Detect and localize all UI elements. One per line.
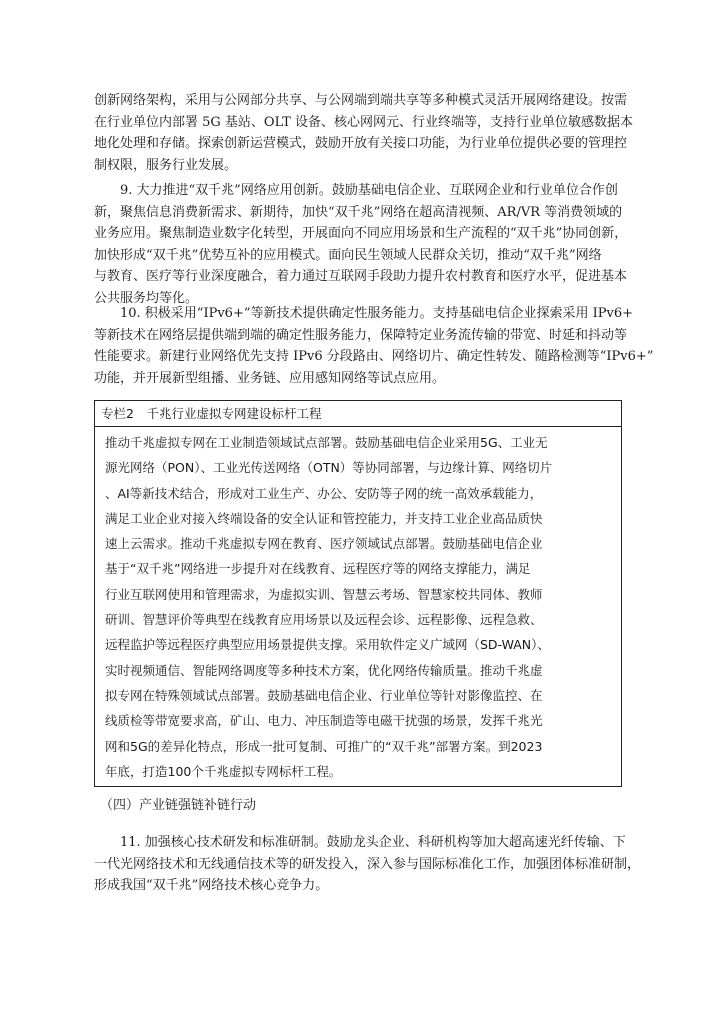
item-11-paragraph bbox=[94, 832, 672, 897]
text-line: 10. 积极采用“IPv6+”等新技术提供确定性服务能力。支持基础电信企业探索采用 IPv6+ bbox=[120, 306, 634, 321]
intro-paragraph bbox=[94, 90, 672, 176]
text-line: 9. 大力推进“双千兆”网络应用创新。鼓励基础电信企业、互联网企业和行业单位合作创 bbox=[120, 183, 618, 198]
box-line: 实时视频通信、智能网络调度等多种技术方案，优化网络传输质量。推动千兆虚 bbox=[105, 662, 543, 678]
box-line: 速上云需求。推动千兆虚拟专网在教育、医疗领域试点部署。鼓励基础电信企业 bbox=[105, 536, 543, 552]
box-line: 源光网络（PON）、工业光传送网络（OTN）等协同部署，与边缘计算、网络切片 bbox=[105, 460, 553, 476]
text-line: 功能，并开展新型组播、业务链、应用感知网络等试点应用。 bbox=[94, 370, 446, 386]
box-line: 行业互联网使用和管理需求，为虚拟实训、智慧云考场、智慧家校共同体、教师 bbox=[105, 586, 543, 602]
text-line: 加快形成“双千兆”优势互补的应用模式。面向民生领域人民群众关切，推动“双千兆”网络 bbox=[94, 247, 602, 263]
box-body bbox=[95, 427, 621, 784]
text-line: 业务应用。聚焦制造业数字化转型，开展面向不同应用场景和生产流程的“双千兆”协同创新， bbox=[94, 226, 628, 241]
text-line: 创新网络架构，采用与公网部分共享、与公网端到端共享等多种模式灵活开展网络建设。按需 bbox=[94, 93, 628, 108]
text-line: 形成我国“双千兆”网络技术核心竞争力。 bbox=[94, 878, 329, 893]
box-line: 推动千兆虚拟专网在工业制造领域试点部署。鼓励基础电信企业采用5G、工业无 bbox=[105, 435, 548, 450]
box-line: 、AI等新技术结合，形成对工业生产、办公、安防等子网的统一高效承载能力， bbox=[105, 485, 543, 501]
box-line: 研训、智慧评价等典型在线教育应用场景以及远程会诊、远程影像、远程急救、 bbox=[105, 612, 543, 628]
project-box bbox=[94, 400, 622, 787]
section-heading: （四）产业链强链补链行动 bbox=[100, 798, 257, 813]
text-line: 新，聚焦信息消费新需求、新期待，加快“双千兆”网络在超高清视频、AR/VR 等消费领域的 bbox=[94, 204, 623, 220]
text-line: 在行业单位内部署 5G 基站、OLT 设备、核心网网元、行业终端等，支持行业单位敏感数据本 bbox=[94, 114, 633, 130]
box-line: 年底，打造100个千兆虚拟专网标杆工程。 bbox=[105, 763, 342, 779]
box-line: 拟专网在特殊领域试点部署。鼓励基础电信企业、行业单位等针对影像监控、在 bbox=[105, 687, 543, 703]
text-line: 公共服务均等化。 bbox=[94, 290, 199, 306]
box-line: 满足工业企业对接入终端设备的安全认证和管控能力，并支持工业企业高品质快 bbox=[105, 510, 543, 526]
box-title: 专栏2 千兆行业虚拟专网建设标杆工程 bbox=[95, 401, 621, 427]
box-line: 网和5G的差异化特点，形成一批可复制、可推广的“双千兆”部署方案。到2023 bbox=[105, 738, 543, 754]
text-line: 与教育、医疗等行业深度融合，着力通过互联网手段助力提升农村教育和医疗水平，促进基本 bbox=[94, 269, 628, 284]
box-line: 远程监护等远程医疗典型应用场景提供支撑。采用软件定义广域网（SD-WAN）、 bbox=[105, 637, 550, 653]
box-line: 线质检等带宽要求高，矿山、电力、冲压制造等电磁干扰强的场景，发挥千兆光 bbox=[105, 713, 543, 729]
box-line: 基于“双千兆”网络进一步提升对在线教育、远程医疗等的网络支撑能力，满足 bbox=[105, 561, 531, 577]
item-9-paragraph bbox=[94, 180, 672, 309]
text-line: 性能要求。新建行业网络优先支持 IPv6 分段路由、网络切片、确定性转发、随路检测等“IPv6+” bbox=[94, 349, 654, 364]
text-line: 制权限，服务行业发展。 bbox=[94, 157, 238, 173]
text-line: 一代光网络技术和无线通信技术等的研发投入，深入参与国际标准化工作，加强团体标准研制， bbox=[94, 856, 641, 872]
item-10-paragraph bbox=[94, 303, 672, 389]
text-line: 地化处理和存储。探索创新运营模式，鼓励开放有关接口功能，为行业单位提供必要的管理控 bbox=[94, 136, 628, 151]
text-line: 11. 加强核心技术研发和标准研制。鼓励龙头企业、科研机构等加大超高速光纤传输、下 bbox=[120, 835, 626, 850]
text-line: 等新技术在网络层提供端到端的确定性服务能力，保障特定业务流传输的带宽、时延和抖动等 bbox=[94, 327, 628, 343]
